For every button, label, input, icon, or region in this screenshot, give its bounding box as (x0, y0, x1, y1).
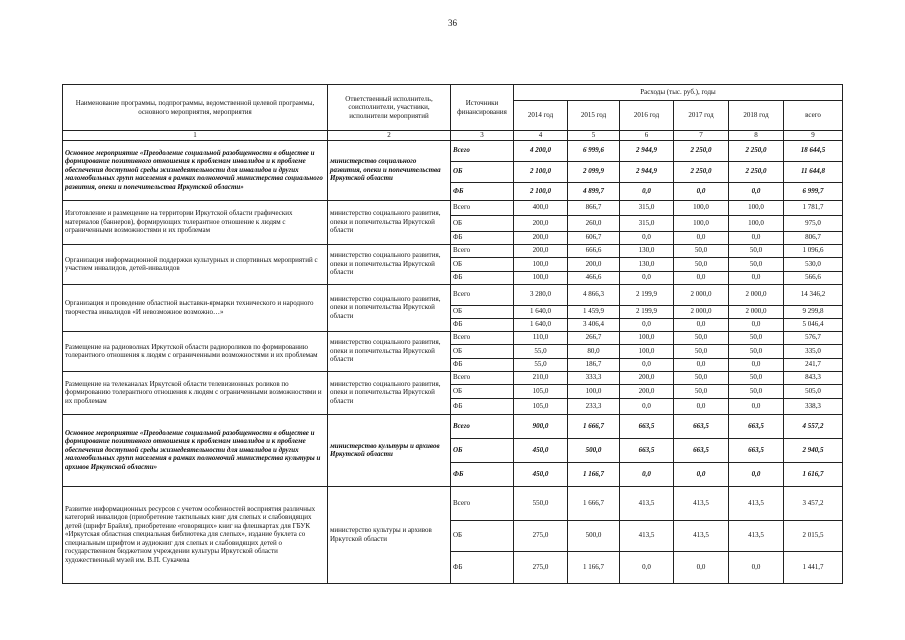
year-value: 2 250,0 (674, 140, 729, 161)
year-value: 100,0 (568, 384, 620, 398)
year-value: 900,0 (514, 414, 568, 438)
year-value: 200,0 (514, 231, 568, 244)
year-value: 100,0 (729, 215, 784, 231)
year-value: 55,0 (514, 344, 568, 358)
year-value: 105,0 (514, 384, 568, 398)
total-value: 11 644,8 (784, 161, 843, 182)
header-year: 2015 год (568, 101, 620, 131)
total-value: 14 346,2 (784, 284, 843, 305)
year-value: 130,0 (620, 257, 674, 271)
year-value: 2 250,0 (674, 161, 729, 182)
year-value: 50,0 (729, 371, 784, 384)
year-value: 315,0 (620, 215, 674, 231)
year-value: 606,7 (568, 231, 620, 244)
column-number: 4 (514, 131, 568, 141)
year-value: 0,0 (674, 551, 729, 583)
funding-source: Всего (451, 371, 514, 384)
header-source: Источники финансирования (451, 85, 514, 131)
table-row (63, 140, 843, 161)
funding-source: ОБ (451, 384, 514, 398)
activity-name: Размещение на радиоволнах Иркутской области радиороликов по формированию толерантного отношения к людям с ограниченными возможностями и их проблемам (63, 331, 328, 371)
year-value: 1 666,7 (568, 414, 620, 438)
funding-source: Всего (451, 244, 514, 257)
total-value: 18 644,5 (784, 140, 843, 161)
year-value: 3 406,4 (568, 318, 620, 331)
year-value: 200,0 (620, 371, 674, 384)
funding-source: ОБ (451, 161, 514, 182)
year-value: 413,5 (729, 486, 784, 520)
header-year: 2017 год (674, 101, 729, 131)
year-value: 0,0 (674, 398, 729, 414)
year-value: 100,0 (674, 215, 729, 231)
year-value: 80,0 (568, 344, 620, 358)
year-value: 50,0 (729, 331, 784, 344)
column-number: 5 (568, 131, 620, 141)
funding-source: ОБ (451, 257, 514, 271)
year-value: 260,0 (568, 215, 620, 231)
year-value: 500,0 (568, 520, 620, 551)
year-value: 0,0 (620, 462, 674, 486)
column-number: 6 (620, 131, 674, 141)
year-value: 663,5 (620, 438, 674, 462)
total-value: 335,0 (784, 344, 843, 358)
column-number: 7 (674, 131, 729, 141)
total-value: 6 999,7 (784, 182, 843, 200)
year-value: 186,7 (568, 358, 620, 371)
year-value: 2 000,0 (729, 305, 784, 318)
activity-name: Организация информационной поддержки культурных и спортивных мероприятий с участием инвалидов, детей-инвалидов (63, 244, 328, 284)
year-value: 6 999,6 (568, 140, 620, 161)
year-value: 2 000,0 (729, 284, 784, 305)
year-value: 1 640,0 (514, 318, 568, 331)
column-number: 2 (328, 131, 451, 141)
column-number: 3 (451, 131, 514, 141)
year-value: 663,5 (729, 414, 784, 438)
year-value: 100,0 (620, 344, 674, 358)
year-value: 3 280,0 (514, 284, 568, 305)
year-value: 100,0 (674, 200, 729, 215)
year-value: 210,0 (514, 371, 568, 384)
expenses-table (62, 84, 843, 584)
executor: министерство социального развития, опеки и попечительства Иркутской области (328, 200, 451, 244)
year-value: 663,5 (729, 438, 784, 462)
year-value: 0,0 (674, 231, 729, 244)
executor: министерство социального развития, опеки и попечительства Иркутской области (328, 244, 451, 284)
year-value: 50,0 (729, 384, 784, 398)
executor: министерство культуры и архивов Иркутской области (328, 414, 451, 486)
year-value: 500,0 (568, 438, 620, 462)
year-value: 663,5 (674, 438, 729, 462)
funding-source: ФБ (451, 182, 514, 200)
table-row (63, 371, 843, 384)
year-value: 0,0 (620, 231, 674, 244)
total-value: 505,0 (784, 384, 843, 398)
year-value: 200,0 (514, 215, 568, 231)
year-value: 50,0 (674, 257, 729, 271)
year-value: 200,0 (568, 257, 620, 271)
year-value: 105,0 (514, 398, 568, 414)
year-value: 413,5 (674, 486, 729, 520)
year-value: 4 200,0 (514, 140, 568, 161)
year-value: 0,0 (674, 182, 729, 200)
year-value: 200,0 (620, 384, 674, 398)
total-value: 9 299,8 (784, 305, 843, 318)
year-value: 466,6 (568, 271, 620, 284)
total-value: 5 046,4 (784, 318, 843, 331)
year-value: 333,3 (568, 371, 620, 384)
funding-source: ОБ (451, 305, 514, 318)
funding-source: ФБ (451, 231, 514, 244)
year-value: 0,0 (729, 231, 784, 244)
year-value: 0,0 (729, 462, 784, 486)
year-value: 100,0 (729, 200, 784, 215)
year-value: 413,5 (674, 520, 729, 551)
funding-source: ОБ (451, 215, 514, 231)
header-name: Наименование программы, подпрограммы, ведомственной целевой программы, основного мероприятия, мероприятия (63, 85, 328, 131)
year-value: 2 000,0 (674, 305, 729, 318)
total-value: 806,7 (784, 231, 843, 244)
funding-source: Всего (451, 486, 514, 520)
main-activity-name: Основное мероприятие «Преодоление социальной разобщенности в обществе и формирование позитивного отношения к проблемам инвалидов и к проблеме обеспечения доступной среды жизнедеятельности для инвалидов и других маломобильных групп населения в рамках полномочий министерства социального развития, опеки и попечительства Иркутской области» (63, 140, 328, 200)
total-value: 2 015,5 (784, 520, 843, 551)
year-value: 0,0 (729, 398, 784, 414)
funding-source: Всего (451, 414, 514, 438)
activity-name: Изготовление и размещение на территории Иркутской области графических материалов (баннеров), формирующих толерантное отношение к людям с ограниченными возможностями и их проблемам (63, 200, 328, 244)
year-value: 0,0 (674, 271, 729, 284)
page-number: 36 (448, 18, 457, 28)
executor: министерство социального развития, опеки и попечительства Иркутской области (328, 371, 451, 414)
total-value: 1 781,7 (784, 200, 843, 215)
header-year: 2018 год (729, 101, 784, 131)
year-value: 2 100,0 (514, 182, 568, 200)
year-value: 2 250,0 (729, 140, 784, 161)
funding-source: ФБ (451, 551, 514, 583)
main-activity-name: Основное мероприятие «Преодоление социальной разобщенности в обществе и формирование позитивного отношения к проблемам инвалидов и к проблеме обеспечения доступной среды жизнедеятельности для инвалидов и других маломобильных групп населения в рамках полномочий министерства культуры и архивов Иркутской области» (63, 414, 328, 486)
year-value: 550,0 (514, 486, 568, 520)
year-value: 2 199,9 (620, 305, 674, 318)
table-row (63, 486, 843, 520)
year-value: 0,0 (620, 182, 674, 200)
year-value: 866,7 (568, 200, 620, 215)
funding-source: Всего (451, 140, 514, 161)
total-value: 1 441,7 (784, 551, 843, 583)
executor: министерство социального развития, опеки и попечительства Иркутской области (328, 140, 451, 200)
table-row (63, 244, 843, 257)
year-value: 450,0 (514, 462, 568, 486)
year-value: 275,0 (514, 551, 568, 583)
year-value: 315,0 (620, 200, 674, 215)
year-value: 413,5 (620, 520, 674, 551)
year-value: 1 166,7 (568, 462, 620, 486)
year-value: 2 250,0 (729, 161, 784, 182)
table-row (63, 331, 843, 344)
activity-name: Развитие информационных ресурсов с учетом особенностей восприятия различных категорий инвалидов (приобретение тактильных книг для слепых и слабовидящих детей (шрифт Брайля), приобретение «говорящих» книг на флешкартах для ГБУК «Иркутская областная специальная библиотека для слепых», издание буклета со специальным шрифтом и аудиокниг для слепых и слабовидящих детей о государственном бюджетном учреждении культуры Иркутской области художественный музей им. В.П. Сукачева (63, 486, 328, 583)
year-value: 50,0 (729, 244, 784, 257)
year-value: 2 100,0 (514, 161, 568, 182)
year-value: 266,7 (568, 331, 620, 344)
executor: министерство культуры и архивов Иркутской области (328, 486, 451, 583)
header-expenses: Расходы (тыс. руб.), годы (514, 85, 843, 101)
total-value: 1 096,6 (784, 244, 843, 257)
year-value: 50,0 (674, 344, 729, 358)
header-executor: Ответственный исполнитель, соисполнители, участники, исполнители мероприятий (328, 85, 451, 131)
year-value: 0,0 (729, 551, 784, 583)
executor: министерство социального развития, опеки и попечительства Иркутской области (328, 284, 451, 331)
funding-source: Всего (451, 200, 514, 215)
funding-source: Всего (451, 331, 514, 344)
year-value: 1 640,0 (514, 305, 568, 318)
year-value: 0,0 (674, 318, 729, 331)
total-value: 338,3 (784, 398, 843, 414)
year-value: 0,0 (729, 318, 784, 331)
year-value: 4 866,3 (568, 284, 620, 305)
activity-name: Размещение на телеканалах Иркутской области телевизионных роликов по формированию толерантного отношения к людям с ограниченными возможностями и их проблемам (63, 371, 328, 414)
year-value: 50,0 (674, 384, 729, 398)
year-value: 413,5 (620, 486, 674, 520)
year-value: 0,0 (620, 551, 674, 583)
executor: министерство социального развития, опеки и попечительства Иркутской области (328, 331, 451, 371)
header-year: всего (784, 101, 843, 131)
funding-source: ФБ (451, 398, 514, 414)
year-value: 2 000,0 (674, 284, 729, 305)
total-value: 975,0 (784, 215, 843, 231)
total-value: 3 457,2 (784, 486, 843, 520)
year-value: 663,5 (674, 414, 729, 438)
funding-source: ОБ (451, 520, 514, 551)
year-value: 55,0 (514, 358, 568, 371)
total-value: 843,3 (784, 371, 843, 384)
year-value: 1 459,9 (568, 305, 620, 318)
year-value: 50,0 (674, 244, 729, 257)
year-value: 663,5 (620, 414, 674, 438)
total-value: 241,7 (784, 358, 843, 371)
year-value: 0,0 (620, 398, 674, 414)
table-row (63, 414, 843, 438)
funding-source: ФБ (451, 318, 514, 331)
year-value: 0,0 (620, 358, 674, 371)
year-value: 100,0 (514, 257, 568, 271)
year-value: 50,0 (674, 371, 729, 384)
column-number: 1 (63, 131, 328, 141)
year-value: 413,5 (729, 520, 784, 551)
year-value: 666,6 (568, 244, 620, 257)
year-value: 450,0 (514, 438, 568, 462)
year-value: 50,0 (729, 344, 784, 358)
year-value: 0,0 (620, 271, 674, 284)
year-value: 50,0 (729, 257, 784, 271)
year-value: 0,0 (729, 182, 784, 200)
total-value: 1 616,7 (784, 462, 843, 486)
year-value: 200,0 (514, 244, 568, 257)
total-value: 530,0 (784, 257, 843, 271)
year-value: 2 944,9 (620, 161, 674, 182)
total-value: 566,6 (784, 271, 843, 284)
funding-source: ОБ (451, 344, 514, 358)
funding-source: ОБ (451, 438, 514, 462)
year-value: 0,0 (729, 271, 784, 284)
total-value: 2 940,5 (784, 438, 843, 462)
year-value: 2 199,9 (620, 284, 674, 305)
year-value: 0,0 (674, 358, 729, 371)
year-value: 100,0 (514, 271, 568, 284)
table-row (63, 200, 843, 215)
year-value: 100,0 (620, 331, 674, 344)
table-row (63, 284, 843, 305)
header-year: 2014 год (514, 101, 568, 131)
year-value: 50,0 (674, 331, 729, 344)
funding-source: ФБ (451, 358, 514, 371)
header-year: 2016 год (620, 101, 674, 131)
funding-source: ФБ (451, 271, 514, 284)
year-value: 400,0 (514, 200, 568, 215)
total-value: 576,7 (784, 331, 843, 344)
column-number: 8 (729, 131, 784, 141)
year-value: 0,0 (674, 462, 729, 486)
year-value: 130,0 (620, 244, 674, 257)
year-value: 2 944,9 (620, 140, 674, 161)
funding-source: Всего (451, 284, 514, 305)
funding-source: ФБ (451, 462, 514, 486)
year-value: 233,3 (568, 398, 620, 414)
year-value: 1 666,7 (568, 486, 620, 520)
activity-name: Организация и проведение областной выставки-ярмарки технического и народного творчества инвалидов «И невозможное возможно…» (63, 284, 328, 331)
year-value: 0,0 (729, 358, 784, 371)
year-value: 4 899,7 (568, 182, 620, 200)
year-value: 110,0 (514, 331, 568, 344)
total-value: 4 557,2 (784, 414, 843, 438)
year-value: 1 166,7 (568, 551, 620, 583)
year-value: 2 099,9 (568, 161, 620, 182)
year-value: 0,0 (620, 318, 674, 331)
column-number: 9 (784, 131, 843, 141)
year-value: 275,0 (514, 520, 568, 551)
